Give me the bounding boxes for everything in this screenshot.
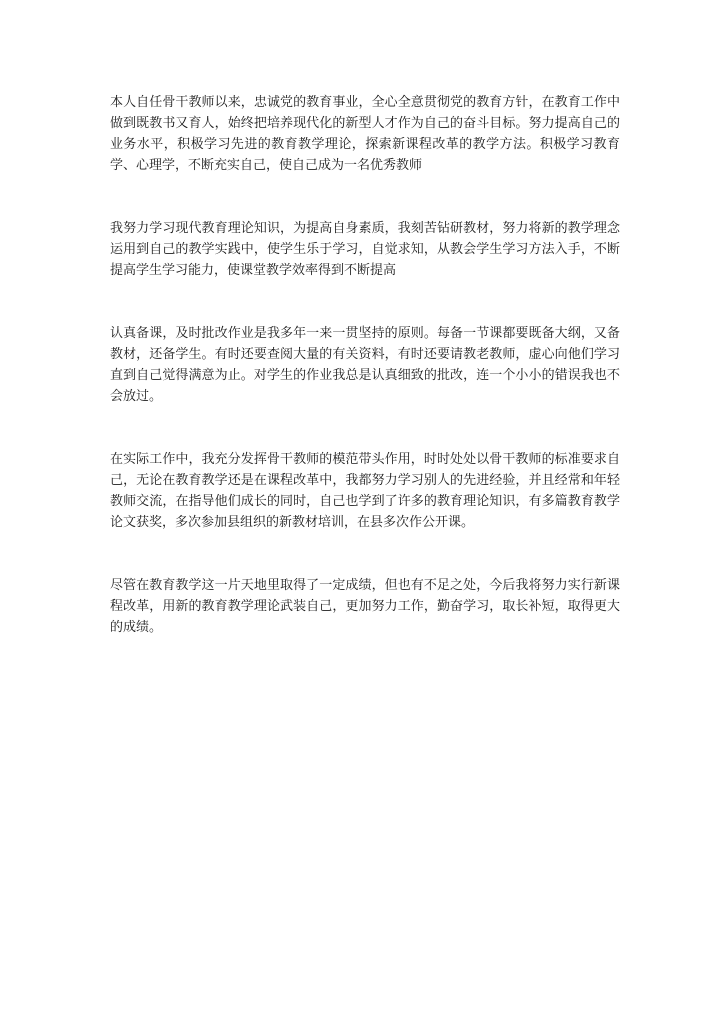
paragraph-gap: [110, 533, 620, 575]
paragraph-3: 认真备课，及时批改作业是我多年一来一贯坚持的原则。每备一节课都要既备大纲，又备教材，还备学生。有时还要查阅大量的有关资料，有时还要请教老教师，虚心向他们学习直到自己觉得满意为止。对学生的作业我总是认真细致的批改，连一个小小的错误我也不会放过。: [110, 326, 620, 404]
paragraph-2: 我努力学习现代教育理论知识，为提高自身素质，我刻苦钻研教材，努力将新的教学理念运用到自己的教学实践中，使学生乐于学习，自觉求知，从教会学生学习方法入手，不断提高学生学习能力，使课堂教学效率得到不断提高: [110, 221, 620, 278]
paragraph-4: 在实际工作中，我充分发挥骨干教师的模范带头作用，时时处处以骨干教师的标准要求自己，无论在教育教学还是在课程改革中，我都努力学习别人的先进经验，并且经常和年轻教师交流，在指导他们成长的同时，自己也学到了许多的教育理论知识，有多篇教育教学论文获奖，多次参加县组织的新教材培训，在县多次作公开课。: [110, 452, 620, 530]
paragraph-gap: [110, 176, 620, 218]
document-body: [110, 92, 620, 638]
paragraph-1: 本人自任骨干教师以来，忠诚党的教育事业，全心全意贯彻党的教育方针，在教育工作中做到既教书又育人，始终把培养现代化的新型人才作为自己的奋斗目标。努力提高自己的业务水平，积极学习先进的教育教学理论，探索新课程改革的教学方法。积极学习教育学、心理学，不断充实自己，使自己成为一名优秀教师: [110, 95, 620, 173]
paragraph-gap: [110, 407, 620, 449]
paragraph-5: 尽管在教育教学这一片天地里取得了一定成绩，但也有不足之处，今后我将努力实行新课程改革，用新的教育教学理论武装自己，更加努力工作，勤奋学习，取长补短，取得更大的成绩。: [110, 578, 620, 635]
paragraph-gap: [110, 281, 620, 323]
